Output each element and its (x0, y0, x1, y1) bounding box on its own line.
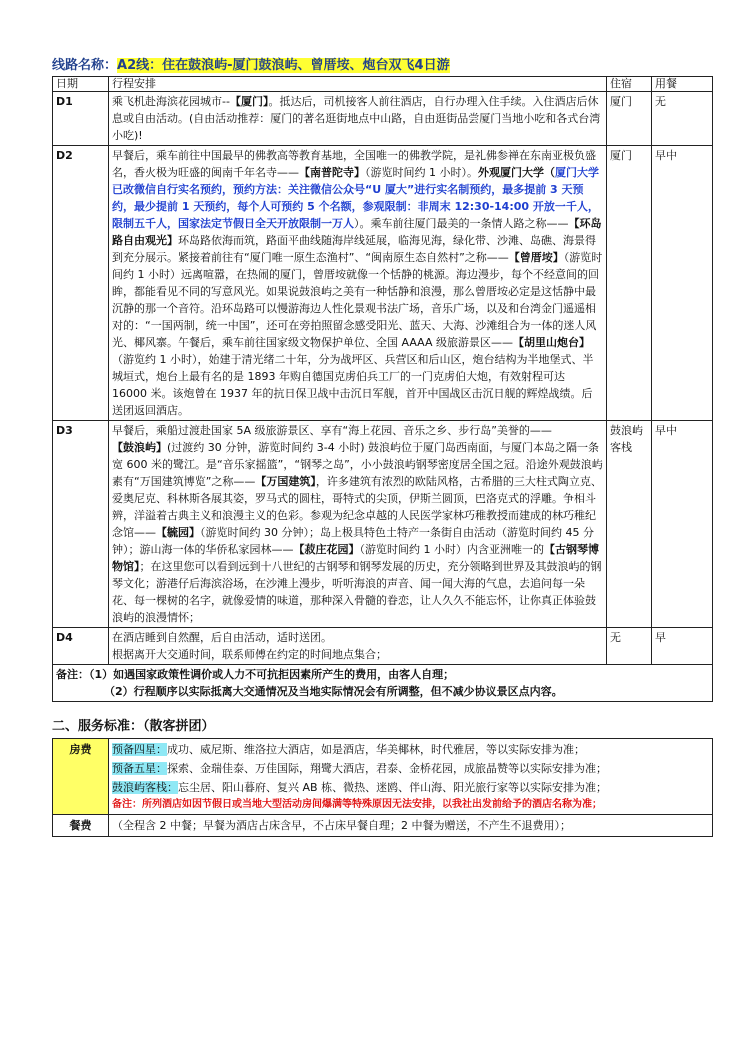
header-day: 日期 (53, 77, 109, 92)
route-label: 线路名称： (52, 58, 118, 73)
room-line (112, 740, 709, 759)
itinerary-text-run: ）。乘车前往厦门最美的一条情人路之称—— (354, 217, 569, 230)
service-table (52, 738, 713, 837)
day-meals: 早中 (652, 146, 713, 421)
table-header-row (53, 77, 713, 92)
itinerary-text-run: 早餐后，乘车前往中国最早的佛教高等教育基地，全国唯一的佛教学院，是礼佛参禅在东南亚极负盛名，香火极为旺盛的闽南千年名寺—— (112, 149, 596, 179)
itinerary-text-run: 【曾厝垵】 (508, 251, 564, 264)
table-row (53, 739, 713, 815)
itinerary-text-run: 【胡里山炮台】 (513, 336, 591, 349)
itinerary-text-run: 【万国建筑】 (255, 475, 316, 488)
room-fee-content (109, 739, 713, 815)
itinerary-text-run: ；在这里您可以看到远到十八世纪的古钢琴和钢琴发展的历史，充分领略到世界及其鼓浪屿的钢琴文化；游港仔后海滨浴场，在沙滩上漫步，听听海浪的声音、闻一闻大海的气息，去追问每一朵花、每一棵树的名字，就像爱情的味道，那种深入骨髓的眷恋，让人久久不能忘怀，让你真正体验鼓浪屿的浪漫情怀； (112, 560, 602, 624)
table-row (53, 146, 713, 421)
itinerary-text-run: ，许多建筑有浓烈的欧陆风格，古希腊的三大柱式陶立克、爱奥尼克、科林斯各展其姿，罗马式的圆柱，哥特式的尖顶，伊斯兰圆顶，巴洛克式的浮雕。争相斗辨，洋溢着古典主义和浪漫主义的色彩。参观为纪念卓越的人民医学家林巧稚教授而建成的林巧稚纪念馆—— (112, 475, 602, 539)
itinerary-text-run: 【厦门】 (229, 95, 269, 108)
room-line (112, 778, 709, 797)
itinerary-text-run: 早餐后，乘船过渡赴国家 5A 级旅游景区、享有“海上花园、音乐之乡、步行岛”美誉的—— (112, 424, 552, 437)
itinerary-text-run: 。抵达后，司机接客人前往酒店，自行办理入住手续。入住酒店后休息或自由活动。(自由活动推荐：厦门的著名逛街地点中山路，自由逛街品尝厦门当地小吃和各式台湾小吃)! (112, 95, 601, 142)
day-itinerary (109, 146, 607, 421)
itinerary-text-run: 【菽庄花园】 (293, 543, 360, 556)
itinerary-text-run: 乘飞机赴海滨花园城市-- (112, 95, 230, 108)
itinerary-text-run: （游览约 1 小时），始建于清光绪二十年，分为战坪区、兵营区和后山区，炮台结构为半地堡式、半城垣式，炮台上最有名的是 1893 年购自德国克虏伯兵工厂的一门克虏伯大炮，有效射程可达 16000 米。该炮曾在 1937 年的抗日保卫战中击沉日军舰，首开中国战区击沉日舰的辉煌战绩。后送团返回酒店。 (112, 353, 594, 417)
table-row (53, 815, 713, 837)
notes-row (53, 665, 713, 702)
table-row (53, 92, 713, 146)
route-title (52, 57, 712, 75)
room-tier-text: 成功、威尼斯、维洛拉大酒店，如是酒店，华美椰林，时代雅居，等以实际安排为准； (167, 743, 585, 756)
page (52, 57, 712, 837)
itinerary-text-run: 【南普陀寺】 (299, 166, 365, 179)
day-hotel: 厦门 (607, 146, 652, 421)
itinerary-text-run: (过渡约 30 分钟，游览时间约 3-4 小时) 鼓浪屿位于厦门岛西南面，与厦门本岛之隔一条宽 600 米的鹭江。是“音乐家摇篮”，“钢琴之岛”，小小鼓浪屿钢琴密度居全国之冠。沿途外观鼓浪屿素有“万国建筑博览”之称—— (112, 441, 603, 488)
itinerary-text-run: 【环岛路自由观光】 (112, 217, 602, 247)
day-itinerary (109, 421, 607, 628)
table-row (53, 628, 713, 665)
note-1: （1）如遇国家政策性调价或人力不可抗拒因素所产生的费用，由客人自理； (89, 668, 455, 681)
note-2: （2）行程顺序以实际抵离大交通情况及当地实际情况会有所调整，但不减少协议景区点内容。 (104, 685, 563, 698)
itinerary-text-run: （游览时间约 1 小时）远离喧嚣，在热闹的厦门，曾厝垵就像一个恬静的桃源。海边漫步，每个不经意间的回眸，都能看见不同的写意风光。如果说鼓浪屿之美有一种恬静和浪漫，那么曾厝垵必定是这恬静中最沉静的那一个音符。沿环岛路可以慢游海边人性化景观书法广场，音乐广场，以及和台湾金门遥遥相对的：“一国两制，统一中国”，还可在旁拍照留念感受阳光、蓝天、大海、沙滩组合为一体的迷人风光、椰风寨。午餐后，乘车前往国家级文物保护单位、全国 AAAA 级旅游景区—— (112, 251, 603, 349)
route-name: A2线：住在鼓浪屿-厦门鼓浪屿、曾厝垵、炮台双飞4日游 (117, 58, 450, 73)
itinerary-text-run: 厦门大学已改微信自行实名预约，预约方法：关注微信公众号“U 厦大”进行实名制预约，最多提前 3 天预约，最少提前 1 天预约，每个人可预约 5 个名额，参观限制：非周末 12:30-14:00 开放一千人，限制五千人，国家法定节假日全天开放限制一万人 (112, 166, 599, 230)
room-fee-label: 房费 (53, 739, 109, 815)
notes-label: 备注： (56, 668, 89, 681)
room-tier-text: 探索、金瑞佳泰、万佳国际，翔鹭大酒店，君泰、金桥花园，成旅晶赞等以实际安排为准； (167, 762, 607, 775)
room-tier-label: 鼓浪屿客栈： (112, 781, 178, 794)
room-note: 备注：所列酒店如因节假日或当地大型活动房间爆满等特殊原因无法安排，以我社出发前给予的酒店名称为准； (112, 799, 602, 810)
table-row (53, 421, 713, 628)
day-meals: 无 (652, 92, 713, 146)
notes-cell (53, 665, 713, 702)
day-hotel: 鼓浪屿客栈 (607, 421, 652, 628)
day-meals: 早 (652, 628, 713, 665)
day-label: D3 (53, 421, 109, 628)
day-hotel: 厦门 (607, 92, 652, 146)
itinerary-text-run: 【鼓浪屿】 (112, 441, 167, 454)
day-itinerary (109, 628, 607, 665)
itinerary-text-run: 【毓园】 (156, 526, 200, 539)
header-meals: 用餐 (652, 77, 713, 92)
itinerary-text-run: 在酒店睡到自然醒，后自由活动，适时送团。 (112, 631, 332, 644)
itinerary-text-run: 环岛路依海而筑，路面平曲线随海岸线延展，临海见海，绿化带、沙滩、岛礁、海景得到充分展示。紧接着前往有“厦门唯一原生态渔村”、“闽南原生态自然村”之称—— (112, 234, 596, 264)
room-tier-text: 忘尘居、阳山暮府、复兴 AB 栋、微热、迷鸥、伴山海、阳光旅行家等以实际安排为准； (178, 781, 608, 794)
day-label: D4 (53, 628, 109, 665)
section-2-title: 二、服务标准：（散客拼团） (52, 719, 215, 734)
meal-fee-content: （全程含 2 中餐；早餐为酒店占床含早，不占床早餐自理；2 中餐为赠送，不产生不退费用）； (109, 815, 713, 837)
room-tier-label: 预备五星： (112, 762, 167, 775)
day-label: D1 (53, 92, 109, 146)
day-itinerary (109, 92, 607, 146)
itinerary-text-run: 外观厦门大学（ (478, 166, 555, 179)
itinerary-text-run: 根据离开大交通时间，联系师傅在约定的时间地点集合； (112, 648, 387, 661)
itinerary-text-run: （游览时间约 1 小时）内含亚洲唯一的 (359, 543, 544, 556)
meal-fee-label: 餐费 (53, 815, 109, 837)
itinerary-text-run: （游览时间约 1 小时）。 (365, 166, 478, 179)
itinerary-table (52, 76, 713, 702)
day-hotel: 无 (607, 628, 652, 665)
room-line (112, 759, 709, 778)
room-tier-label: 预备四星： (112, 743, 167, 756)
day-label: D2 (53, 146, 109, 421)
itinerary-text-run: 【古钢琴博物馆】 (112, 543, 599, 573)
day-meals: 早中 (652, 421, 713, 628)
itinerary-text-run: （游览时间约 30 分钟）；岛上极具特色土特产一条街自由活动（游览时间约 45 分钟）；游山海一体的华侨私家园林—— (112, 526, 594, 556)
header-hotel: 住宿 (607, 77, 652, 92)
header-itinerary: 行程安排 (109, 77, 607, 92)
